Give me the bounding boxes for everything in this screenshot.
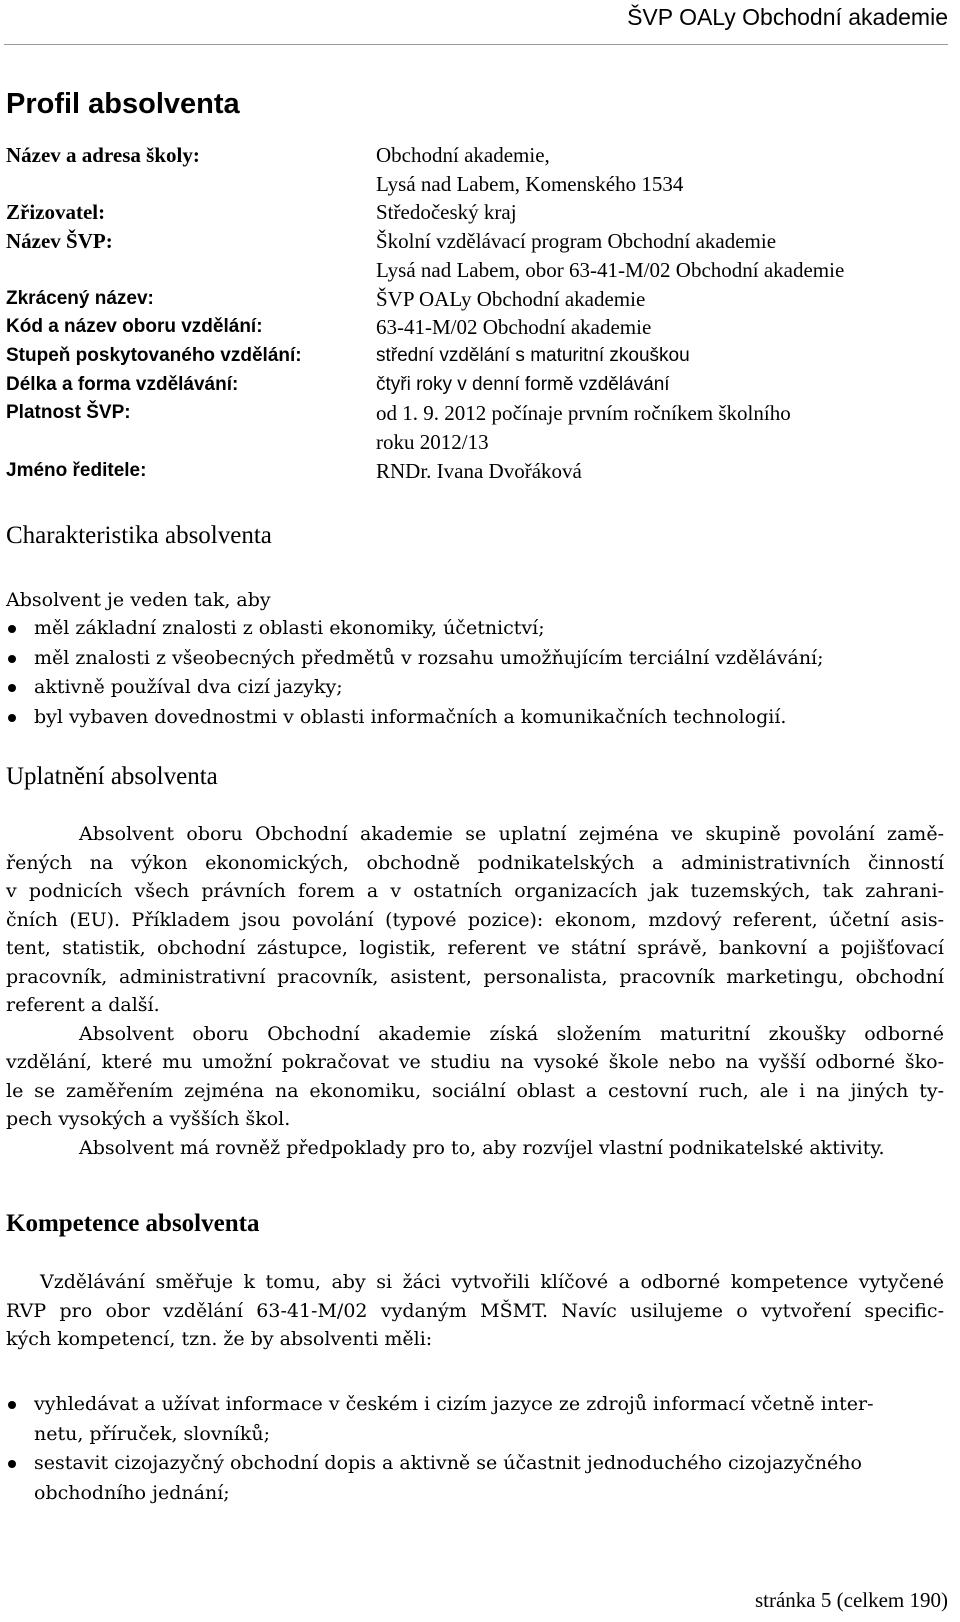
kompetence-section — [6, 1268, 944, 1354]
list-item-line: sestavit cizojazyčný obchodní dopis a aktivně se účastnit jednoduchého cizojazyčného — [34, 1452, 862, 1474]
info-row — [6, 285, 946, 314]
paragraph-line: řených na výkon ekonomických, obchodně podnikatelských a administrativních činností — [6, 851, 944, 874]
info-value-line: od 1. 9. 2012 počínaje prvním ročníkem školního — [376, 401, 791, 426]
info-value — [376, 285, 645, 314]
info-value-line: střední vzdělání s maturitní zkouškou — [376, 344, 690, 366]
uplatneni-section — [6, 820, 944, 1162]
paragraph-line: Absolvent oboru Obchodní akademie se uplatní zejména ve skupině povolání zamě- — [79, 823, 944, 845]
running-header: ŠVP OALy Obchodní akademie — [627, 4, 948, 30]
paragraph-line: v podnicích všech právních forem a v ostatních organizacích jak tuzemských, tak zahrani- — [6, 880, 944, 902]
list-item — [6, 1449, 944, 1508]
charakteristika-list — [6, 614, 944, 732]
info-value-line: Školní vzdělávací program Obchodní akademie — [376, 229, 777, 254]
paragraph-line: vzdělání, které mu umožní pokračovat ve studiu na vysoké škole nebo na vyšší odborné ško- — [6, 1051, 944, 1073]
list-item: byl vybaven dovednostmi v oblasti informačních a komunikačních technologií. — [6, 703, 944, 733]
paragraph-line: Absolvent má rovněž předpoklady pro to, aby rozvíjel vlastní podnikatelské aktivity. — [79, 1136, 885, 1159]
kompetence-list-wrap — [6, 1390, 944, 1508]
info-value — [376, 141, 683, 198]
info-value-line: 63-41-M/02 Obchodní akademie — [376, 315, 652, 340]
info-label: Název ŠVP: — [6, 229, 113, 254]
paragraph-line: Absolvent oboru Obchodní akademie získá složením maturitní zkoušky odborné — [79, 1022, 944, 1045]
info-value — [376, 198, 517, 227]
page-number: stránka 5 (celkem 190) — [754, 1588, 948, 1612]
info-value — [376, 399, 791, 456]
info-value — [376, 342, 690, 371]
info-row — [6, 371, 946, 400]
info-value-line: Obchodní akademie, — [376, 143, 550, 167]
info-label: Platnost ŠVP: — [6, 402, 131, 424]
info-value-line: Středočeský kraj — [376, 200, 517, 225]
page-title: Profil absolventa — [6, 88, 240, 120]
info-value-line: čtyři roky v denní formě vzdělávání — [376, 373, 670, 395]
info-label: Stupeň poskytovaného vzdělání: — [6, 344, 302, 366]
info-row — [6, 313, 946, 342]
info-row — [6, 342, 946, 371]
info-value-line: roku 2012/13 — [376, 430, 489, 455]
paragraph-line: kých kompetencí, tzn. že by absolventi měli: — [6, 1328, 433, 1350]
info-row — [6, 457, 946, 486]
info-value-line: ŠVP OALy Obchodní akademie — [376, 286, 646, 311]
info-label: Zkrácený název: — [6, 287, 154, 309]
list-item-line: obchodního jednání; — [34, 1481, 230, 1504]
info-value — [376, 313, 651, 342]
list-item-line: vyhledávat a užívat informace v českém i cizím jazyce ze zdrojů informací včetně inter- — [34, 1393, 874, 1415]
section-heading-kompetence: Kompetence absolventa — [6, 1210, 260, 1237]
info-label: Kód a název oboru vzdělání: — [6, 316, 263, 338]
info-value-line: Lysá nad Labem, Komenského 1534 — [376, 171, 684, 196]
info-row — [6, 227, 946, 284]
info-label: Název a adresa školy: — [6, 143, 200, 167]
paragraph-line: RVP pro obor vzdělání 63-41-M/02 vydaným MŠMT. Navíc usilujeme o vytvoření specific- — [6, 1299, 944, 1322]
list-item: aktivně používal dva cizí jazyky; — [6, 673, 944, 703]
info-value — [376, 371, 670, 400]
header-divider — [4, 44, 948, 45]
info-row — [6, 198, 946, 227]
paragraph-line: tent, statistik, obchodní zástupce, logistik, referent ve státní správě, bankovní a pojišťovací — [6, 937, 944, 959]
paragraph-line: pech vysokých a vyšších škol. — [6, 1108, 291, 1130]
list-item — [6, 1390, 944, 1449]
section-heading-charakteristika: Charakteristika absolventa — [6, 522, 272, 549]
info-label: Jméno ředitele: — [6, 459, 147, 481]
section-heading-uplatneni: Uplatnění absolventa — [6, 763, 218, 790]
info-row — [6, 141, 946, 198]
kompetence-list — [6, 1390, 944, 1508]
list-item: měl základní znalosti z oblasti ekonomiky, účetnictví; — [6, 614, 944, 644]
info-value-line: Lysá nad Labem, obor 63-41-M/02 Obchodní akademie — [376, 257, 845, 282]
charakteristika-intro: Absolvent je veden tak, aby — [6, 589, 271, 611]
list-item-line: netu, příruček, slovníků; — [34, 1422, 271, 1445]
paragraph-line: pracovník, administrativní pracovník, asistent, personalista, pracovník marketingu, obchodní — [6, 965, 944, 988]
paragraph-line: referent a další. — [6, 994, 160, 1016]
info-label: Zřizovatel: — [6, 200, 106, 225]
paragraph-line: čních (EU). Příkladem jsou povolání (typové pozice): ekonom, mzdový referent, účetní asis- — [6, 908, 944, 931]
paragraph-line: Vzdělávání směřuje k tomu, aby si žáci vytvořili klíčové a odborné kompetence vytyčené — [40, 1271, 944, 1293]
list-item: měl znalosti z všeobecných předmětů v rozsahu umožňujícím terciální vzdělávání; — [6, 644, 944, 674]
info-label: Délka a forma vzdělávání: — [6, 373, 239, 395]
charakteristika-section — [6, 586, 944, 732]
info-value-line: RNDr. Ivana Dvořáková — [376, 458, 582, 483]
paragraph-line: le se zaměřením zejména na ekonomiku, sociální oblast a cestovní ruch, ale i na jiných ty- — [6, 1079, 944, 1102]
info-value — [376, 457, 582, 486]
info-row — [6, 399, 946, 456]
info-value — [376, 227, 844, 284]
school-info-table — [6, 141, 946, 485]
